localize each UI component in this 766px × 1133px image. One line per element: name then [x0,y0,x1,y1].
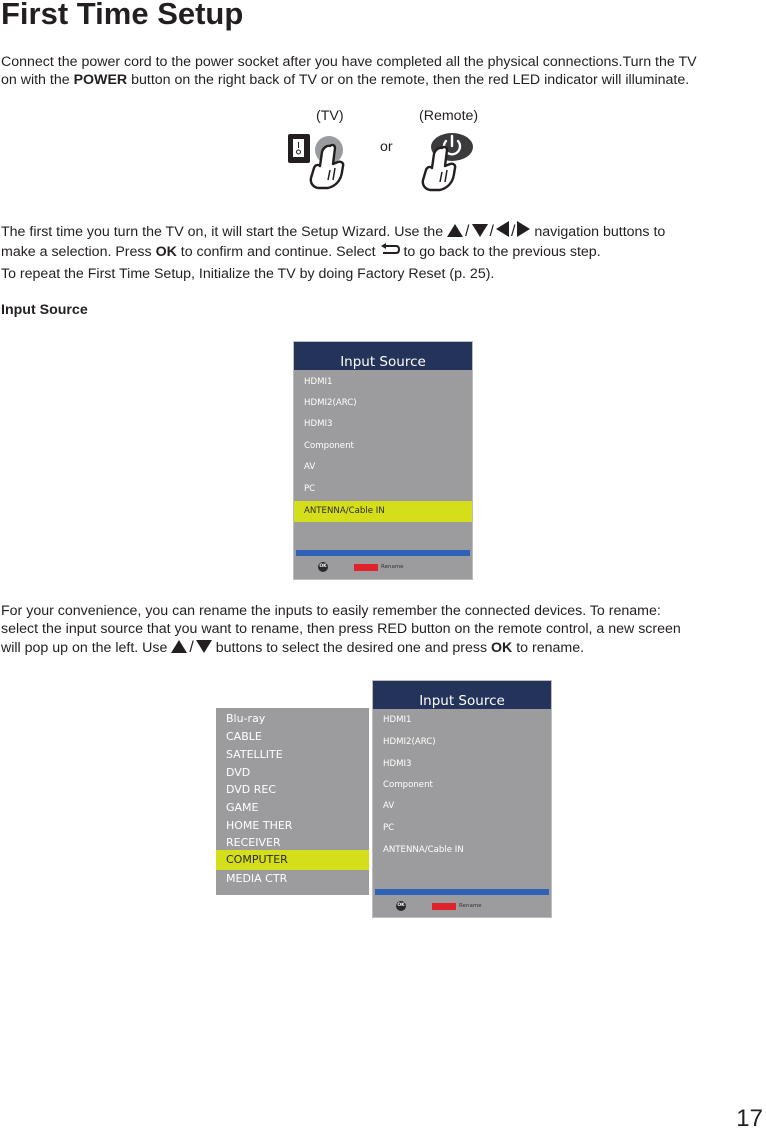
osd-bottom-bar [296,550,470,556]
intro-line-2: on with the POWER button on the right back of TV or on the remote, then the red LED indicator will illuminate. [1,72,690,88]
rename-line-3: will pop up on the left. Use / buttons to select the desired one and press OK to rename. [1,639,585,656]
osd-item-hdmi1[interactable]: HDMI1 [383,715,412,725]
osd-item-av[interactable]: AV [383,801,395,811]
osd-item-component[interactable]: Component [383,780,433,790]
rename-line-2: select the input source that you want to rename, then press RED button on the remote control, a new screen [1,621,681,637]
osd-item-pc[interactable]: PC [383,823,395,833]
page-title: First Time Setup [1,0,244,31]
osd-item-av[interactable]: AV [304,462,316,472]
osd-item-hdmi2-arc[interactable]: HDMI2(ARC) [383,737,436,747]
arrow-left-icon [496,221,509,237]
input-source-osd-menu [293,341,473,580]
rename-option-receiver[interactable]: RECEIVER [226,836,281,849]
wizard-line-2: make a selection. Press OK to confirm and continue. Select to go back to the previous step. [1,244,601,260]
rename-option-game[interactable]: GAME [226,801,259,814]
osd-item-pc[interactable]: PC [304,484,316,494]
page-number: 17 [736,1105,763,1132]
rename-option-media-ctr[interactable]: MEDIA CTR [226,872,288,885]
rename-options-menu [216,708,369,895]
arrow-down-icon [196,640,212,653]
remote-caption: (Remote) [419,108,479,124]
wizard-line-1: The first time you turn the TV on, it will start the Setup Wizard. Use the / / / navigation buttons to [1,223,666,240]
back-return-icon [380,243,400,257]
arrow-up-icon [447,224,463,237]
rename-option-dvd[interactable]: DVD [226,766,251,779]
osd-item-component[interactable]: Component [304,441,354,451]
arrow-up-icon [171,640,187,653]
osd-bottom-bar [375,889,549,895]
osd-title: Input Source [294,342,472,370]
input-source-heading: Input Source [1,302,88,318]
rename-option-blu-ray[interactable]: Blu-ray [226,712,266,725]
rename-label: Rename [381,564,404,570]
osd-item-antenna-cable-in[interactable]: ANTENNA/Cable IN [294,501,472,522]
rename-option-computer[interactable]: COMPUTER [216,850,369,870]
remote-power-button-illustration [418,128,498,200]
red-button-icon [354,564,378,571]
rename-option-cable[interactable]: CABLE [226,730,262,743]
osd-item-hdmi2-arc[interactable]: HDMI2(ARC) [304,398,357,408]
arrow-right-icon [517,221,530,237]
osd-item-antenna-cable-in[interactable]: ANTENNA/Cable IN [383,845,464,855]
tv-power-button-illustration [282,128,382,200]
rename-label: Rename [459,903,482,909]
osd-item-hdmi1[interactable]: HDMI1 [304,377,333,387]
rename-line-1: For your convenience, you can rename the inputs to easily remember the connected devices. To rename: [1,603,661,619]
arrow-down-icon [472,224,488,237]
wizard-line-3: To repeat the First Time Setup, Initialize the TV by doing Factory Reset (p. 25). [1,266,495,282]
intro-line-1: Connect the power cord to the power socket after you have completed all the physical connections.Turn the TV [1,54,697,70]
input-source-osd-menu-2 [372,680,552,918]
rename-option-satellite[interactable]: SATELLITE [226,748,283,761]
osd-item-hdmi3[interactable]: HDMI3 [304,419,333,429]
tv-caption: (TV) [316,108,344,124]
red-button-icon [432,903,456,910]
osd-title: Input Source [373,681,551,709]
ok-button-icon: OK [318,562,328,572]
rename-option-home-ther[interactable]: HOME THER [226,819,293,832]
rename-option-dvd-rec[interactable]: DVD REC [226,783,277,796]
ok-button-icon: OK [396,901,406,911]
or-text: or [380,139,393,155]
osd-item-hdmi3[interactable]: HDMI3 [383,759,412,769]
